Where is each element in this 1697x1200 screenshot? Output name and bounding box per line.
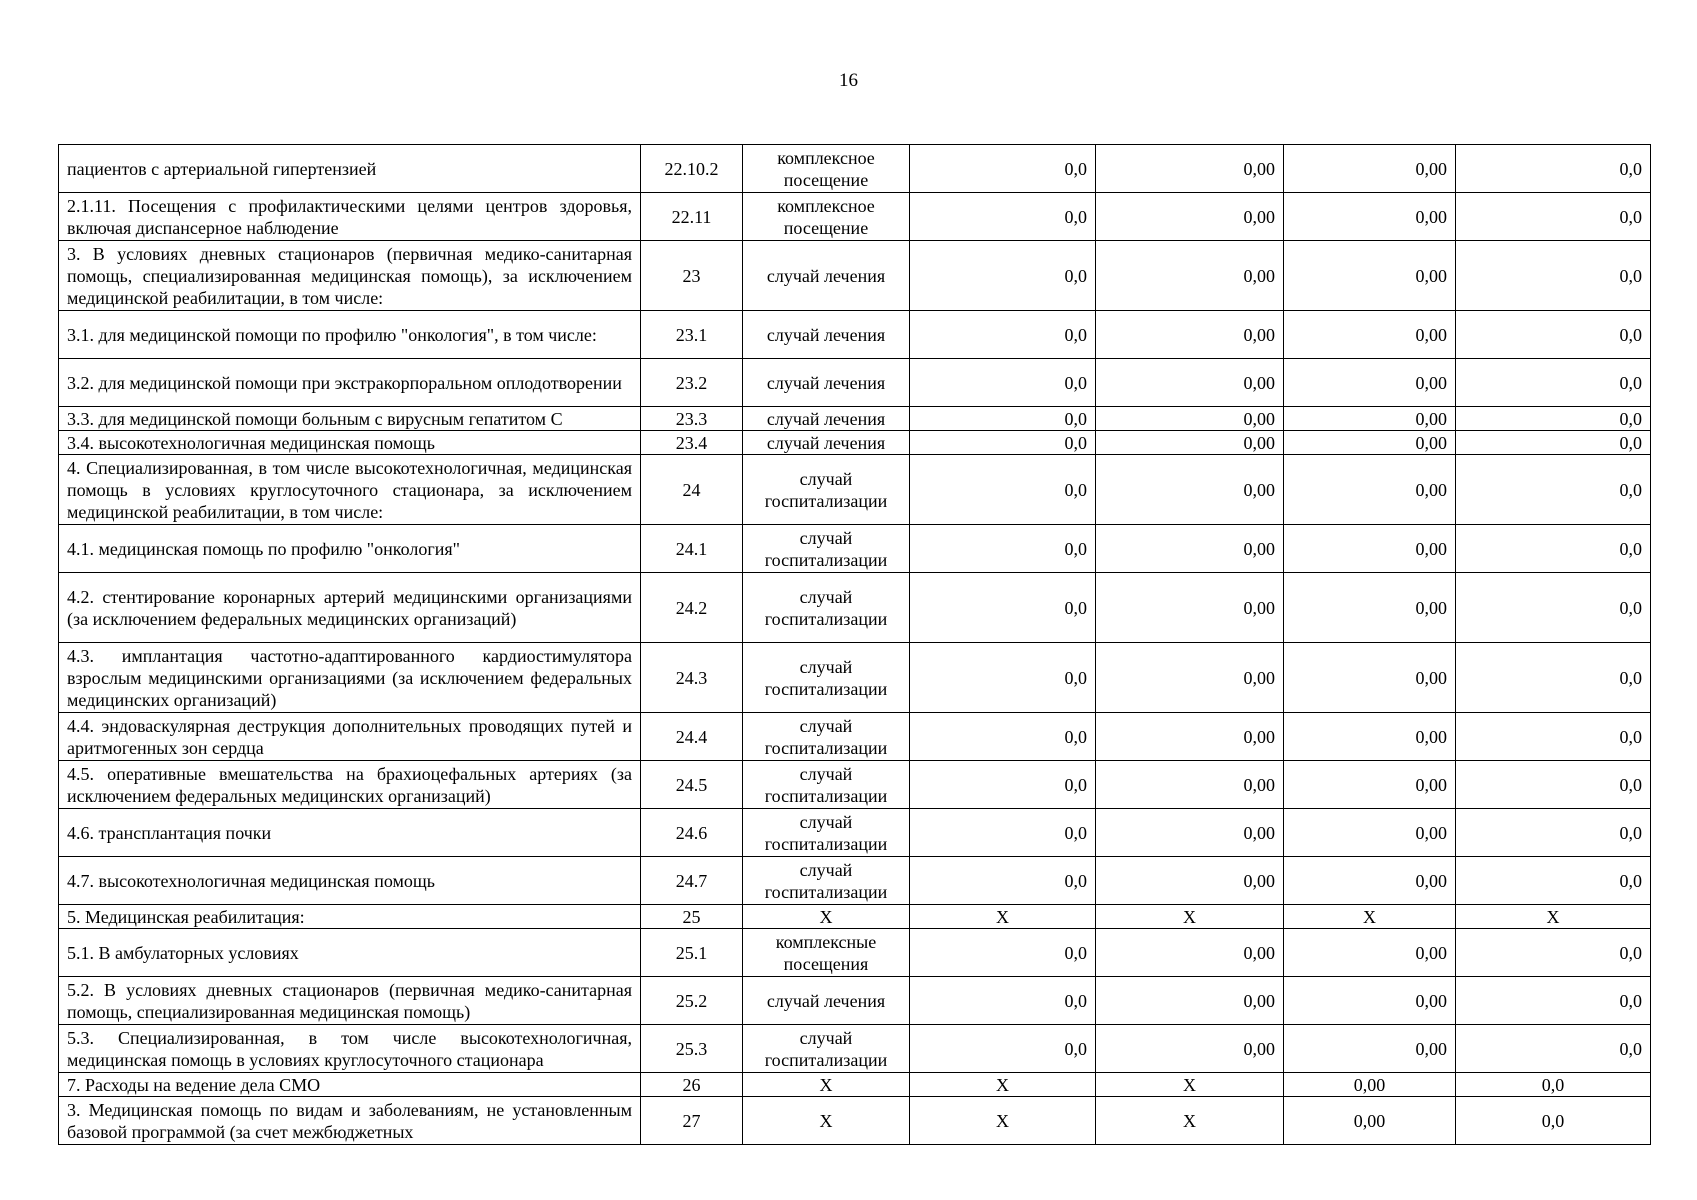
row-value-3: 0,00 (1284, 1073, 1456, 1097)
row-value-1: 0,0 (910, 455, 1096, 525)
row-unit: случай госпитализации (743, 809, 910, 857)
row-value-4: 0,0 (1456, 809, 1651, 857)
row-unit: случай лечения (743, 977, 910, 1025)
row-name: 3.4. высокотехнологичная медицинская помощь (59, 431, 641, 455)
row-code: 24 (641, 455, 743, 525)
row-value-4: 0,0 (1456, 643, 1651, 713)
row-value-2: 0,00 (1096, 573, 1284, 643)
row-value-4: 0,0 (1456, 857, 1651, 905)
row-name: 3.3. для медицинской помощи больным с вирусным гепатитом С (59, 407, 641, 431)
row-value-1: 0,0 (910, 193, 1096, 241)
row-name: 4.4. эндоваскулярная деструкция дополнительных проводящих путей и аритмогенных зон сердца (59, 713, 641, 761)
row-unit: Х (743, 1073, 910, 1097)
row-unit: случай госпитализации (743, 1025, 910, 1073)
row-value-2: 0,00 (1096, 929, 1284, 977)
row-code: 23.2 (641, 359, 743, 407)
row-value-2: 0,00 (1096, 407, 1284, 431)
row-value-2: 0,00 (1096, 359, 1284, 407)
row-value-1: 0,0 (910, 809, 1096, 857)
row-value-3: 0,00 (1284, 573, 1456, 643)
row-value-2: 0,00 (1096, 809, 1284, 857)
row-code: 23.1 (641, 311, 743, 359)
table-row (59, 713, 1651, 761)
row-value-3: 0,00 (1284, 145, 1456, 193)
row-value-3: 0,00 (1284, 455, 1456, 525)
table-row (59, 905, 1651, 929)
row-value-4: 0,0 (1456, 713, 1651, 761)
table-row (59, 311, 1651, 359)
row-code: 24.1 (641, 525, 743, 573)
row-value-4: 0,0 (1456, 525, 1651, 573)
row-code: 25 (641, 905, 743, 929)
row-name: 3.2. для медицинской помощи при экстракорпоральном оплодотворении (59, 359, 641, 407)
row-unit: случай лечения (743, 407, 910, 431)
row-unit: случай госпитализации (743, 573, 910, 643)
table-row (59, 241, 1651, 311)
row-name: 2.1.11. Посещения с профилактическими целями центров здоровья, включая диспансерное наблюдение (59, 193, 641, 241)
row-unit: случай госпитализации (743, 643, 910, 713)
row-value-1: Х (910, 1097, 1096, 1145)
table-row (59, 455, 1651, 525)
row-value-4: 0,0 (1456, 241, 1651, 311)
row-value-4: 0,0 (1456, 431, 1651, 455)
row-value-4: 0,0 (1456, 359, 1651, 407)
row-value-1: 0,0 (910, 241, 1096, 311)
row-code: 23.4 (641, 431, 743, 455)
row-code: 24.5 (641, 761, 743, 809)
row-value-3: 0,00 (1284, 193, 1456, 241)
row-value-1: 0,0 (910, 977, 1096, 1025)
row-value-2: 0,00 (1096, 193, 1284, 241)
row-unit: случай лечения (743, 311, 910, 359)
row-code: 26 (641, 1073, 743, 1097)
row-name: 5.1. В амбулаторных условиях (59, 929, 641, 977)
row-value-1: Х (910, 1073, 1096, 1097)
row-code: 25.1 (641, 929, 743, 977)
row-value-3: Х (1284, 905, 1456, 929)
row-value-2: Х (1096, 905, 1284, 929)
row-value-2: 0,00 (1096, 1025, 1284, 1073)
row-value-4: 0,0 (1456, 761, 1651, 809)
page-number: 16 (839, 70, 858, 91)
row-unit: случай лечения (743, 359, 910, 407)
row-value-3: 0,00 (1284, 929, 1456, 977)
row-value-3: 0,00 (1284, 431, 1456, 455)
row-name: 4. Специализированная, в том числе высокотехнологичная, медицинская помощь в условиях круглосуточного стационара, за исключением медицинской реабилитации, в том числе: (59, 455, 641, 525)
row-value-1: 0,0 (910, 761, 1096, 809)
row-code: 23 (641, 241, 743, 311)
row-name: 5.3. Специализированная, в том числе высокотехнологичная, медицинская помощь в условиях круглосуточного стационара (59, 1025, 641, 1073)
row-value-3: 0,00 (1284, 761, 1456, 809)
row-value-2: 0,00 (1096, 761, 1284, 809)
row-value-1: 0,0 (910, 359, 1096, 407)
row-value-1: 0,0 (910, 145, 1096, 193)
row-code: 27 (641, 1097, 743, 1145)
row-code: 23.3 (641, 407, 743, 431)
row-unit: случай госпитализации (743, 761, 910, 809)
table-row (59, 573, 1651, 643)
row-value-1: 0,0 (910, 1025, 1096, 1073)
table-row (59, 431, 1651, 455)
row-name: пациентов с артериальной гипертензией (59, 145, 641, 193)
row-code: 24.6 (641, 809, 743, 857)
row-value-2: 0,00 (1096, 977, 1284, 1025)
row-value-1: 0,0 (910, 573, 1096, 643)
table-row (59, 761, 1651, 809)
row-value-3: 0,00 (1284, 241, 1456, 311)
row-value-1: 0,0 (910, 713, 1096, 761)
row-value-1: 0,0 (910, 407, 1096, 431)
row-name: 4.2. стентирование коронарных артерий медицинскими организациями (за исключением федеральных медицинских организаций) (59, 573, 641, 643)
row-value-1: 0,0 (910, 857, 1096, 905)
table-row (59, 193, 1651, 241)
row-value-2: Х (1096, 1073, 1284, 1097)
row-value-2: Х (1096, 1097, 1284, 1145)
row-code: 22.10.2 (641, 145, 743, 193)
row-unit: случай лечения (743, 431, 910, 455)
row-value-3: 0,00 (1284, 359, 1456, 407)
table-body (59, 145, 1651, 1145)
row-value-2: 0,00 (1096, 241, 1284, 311)
row-value-2: 0,00 (1096, 431, 1284, 455)
row-code: 24.2 (641, 573, 743, 643)
row-code: 25.3 (641, 1025, 743, 1073)
row-name: 4.3. имплантация частотно-адаптированного кардиостимулятора взрослым медицинскими организациями (за исключением федеральных медицинских организаций) (59, 643, 641, 713)
row-value-3: 0,00 (1284, 407, 1456, 431)
row-name: 7. Расходы на ведение дела СМО (59, 1073, 641, 1097)
row-value-3: 0,00 (1284, 977, 1456, 1025)
row-unit: комплексное посещение (743, 145, 910, 193)
row-value-2: 0,00 (1096, 857, 1284, 905)
row-unit: случай госпитализации (743, 857, 910, 905)
row-value-1: Х (910, 905, 1096, 929)
row-value-4: 0,0 (1456, 193, 1651, 241)
row-value-1: 0,0 (910, 929, 1096, 977)
row-unit: случай госпитализации (743, 455, 910, 525)
row-value-3: 0,00 (1284, 1097, 1456, 1145)
row-value-3: 0,00 (1284, 311, 1456, 359)
row-name: 3.1. для медицинской помощи по профилю "онкология", в том числе: (59, 311, 641, 359)
data-table (58, 144, 1651, 1145)
row-value-4: 0,0 (1456, 977, 1651, 1025)
row-value-3: 0,00 (1284, 1025, 1456, 1073)
row-unit: случай госпитализации (743, 525, 910, 573)
row-value-4: Х (1456, 905, 1651, 929)
row-value-4: 0,0 (1456, 407, 1651, 431)
table-row (59, 407, 1651, 431)
row-value-4: 0,0 (1456, 573, 1651, 643)
row-value-1: 0,0 (910, 311, 1096, 359)
row-name: 4.1. медицинская помощь по профилю "онкология" (59, 525, 641, 573)
row-value-2: 0,00 (1096, 455, 1284, 525)
row-value-3: 0,00 (1284, 809, 1456, 857)
row-unit: Х (743, 905, 910, 929)
row-value-4: 0,0 (1456, 1073, 1651, 1097)
table-row (59, 145, 1651, 193)
row-value-4: 0,0 (1456, 311, 1651, 359)
row-unit: случай лечения (743, 241, 910, 311)
row-name: 4.7. высокотехнологичная медицинская помощь (59, 857, 641, 905)
row-unit: комплексное посещение (743, 193, 910, 241)
row-value-4: 0,0 (1456, 1025, 1651, 1073)
row-value-3: 0,00 (1284, 713, 1456, 761)
row-name: 4.5. оперативные вмешательства на брахиоцефальных артериях (за исключением федеральных медицинских организаций) (59, 761, 641, 809)
table-row (59, 1073, 1651, 1097)
row-value-1: 0,0 (910, 431, 1096, 455)
table-row (59, 1025, 1651, 1073)
row-value-4: 0,0 (1456, 929, 1651, 977)
table-row (59, 809, 1651, 857)
row-code: 24.4 (641, 713, 743, 761)
table-row (59, 525, 1651, 573)
row-value-4: 0,0 (1456, 1097, 1651, 1145)
row-value-3: 0,00 (1284, 857, 1456, 905)
row-code: 25.2 (641, 977, 743, 1025)
row-name: 3. В условиях дневных стационаров (первичная медико-санитарная помощь, специализированная медицинская помощь), за исключением медицинской реабилитации, в том числе: (59, 241, 641, 311)
table-row (59, 1097, 1651, 1145)
row-value-2: 0,00 (1096, 145, 1284, 193)
row-name: 5. Медицинская реабилитация: (59, 905, 641, 929)
row-value-3: 0,00 (1284, 525, 1456, 573)
row-value-4: 0,0 (1456, 145, 1651, 193)
table-row (59, 359, 1651, 407)
row-name: 3. Медицинская помощь по видам и заболеваниям, не установленным базовой программой (за счет межбюджетных (59, 1097, 641, 1145)
table-row (59, 643, 1651, 713)
table-row (59, 929, 1651, 977)
row-value-1: 0,0 (910, 643, 1096, 713)
row-unit: комплексные посещения (743, 929, 910, 977)
table-row (59, 977, 1651, 1025)
row-code: 22.11 (641, 193, 743, 241)
row-value-1: 0,0 (910, 525, 1096, 573)
row-code: 24.3 (641, 643, 743, 713)
row-value-2: 0,00 (1096, 311, 1284, 359)
row-unit: Х (743, 1097, 910, 1145)
table-row (59, 857, 1651, 905)
row-name: 5.2. В условиях дневных стационаров (первичная медико-санитарная помощь, специализированная медицинская помощь) (59, 977, 641, 1025)
row-value-3: 0,00 (1284, 643, 1456, 713)
row-value-2: 0,00 (1096, 643, 1284, 713)
row-value-2: 0,00 (1096, 713, 1284, 761)
row-value-4: 0,0 (1456, 455, 1651, 525)
row-unit: случай госпитализации (743, 713, 910, 761)
row-name: 4.6. трансплантация почки (59, 809, 641, 857)
row-code: 24.7 (641, 857, 743, 905)
row-value-2: 0,00 (1096, 525, 1284, 573)
